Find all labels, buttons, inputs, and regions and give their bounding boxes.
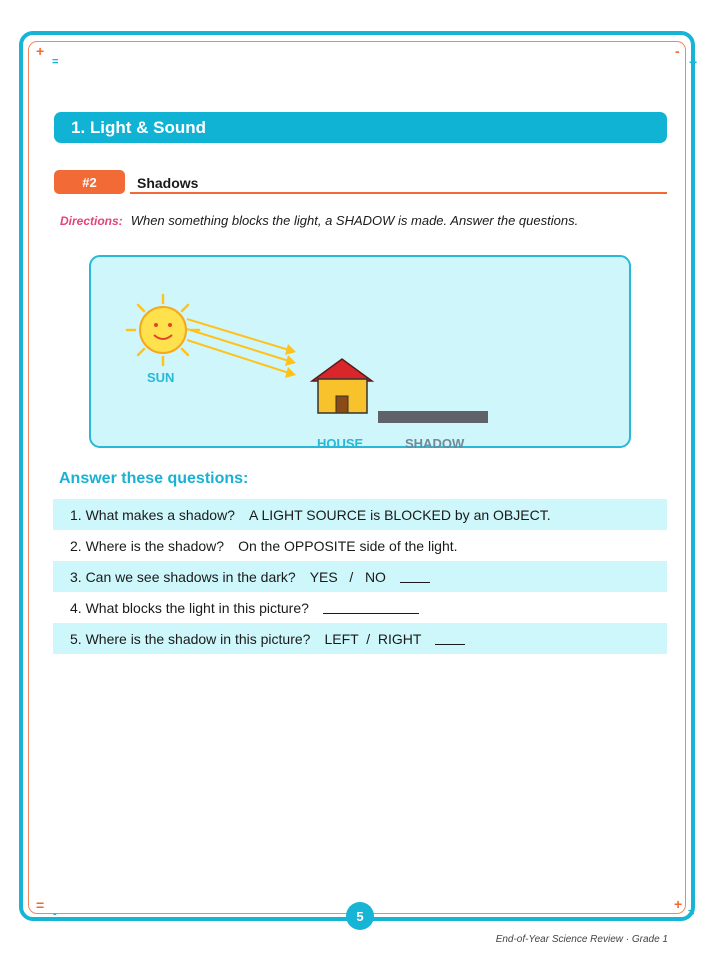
sun-face [140, 307, 186, 353]
house-label: HOUSE [317, 436, 364, 451]
question-2-text: 2. Where is the shadow? [70, 537, 225, 554]
shadow-label: SHADOW [405, 436, 465, 451]
question-5-text: 5. Where is the shadow in this picture? [70, 630, 311, 647]
page-number-badge: 5 [346, 902, 374, 930]
corner-minus-top-right: - [675, 43, 680, 59]
question-row-3 [53, 561, 667, 592]
shadow-shape [378, 411, 488, 423]
question-row-5 [53, 623, 667, 654]
question-2-answer: On the OPPOSITE side of the light. [238, 537, 458, 554]
sun-right-eye [168, 323, 172, 327]
corner-plus-bottom-right: + [674, 896, 683, 912]
topic-title: Shadows [137, 175, 199, 191]
corner-plus-top-left: + [36, 43, 45, 59]
corner-equals-top-left: = [52, 56, 59, 68]
question-1-text: 1. What makes a shadow? [70, 506, 235, 523]
question-3-answer: YES / NO [309, 568, 386, 585]
question-4-answer-blank[interactable] [323, 601, 419, 614]
question-row-4 [53, 592, 667, 623]
sun-label: SUN [147, 370, 175, 385]
topic-number-badge: #2 [54, 170, 125, 194]
directions-text: When something blocks the light, a SHADOW is made. Answer the questions. [130, 213, 579, 228]
section-header-bar [54, 112, 667, 143]
question-5-answer: LEFT / RIGHT [324, 630, 422, 647]
house-icon [312, 359, 372, 413]
question-3-text: 3. Can we see shadows in the dark? [70, 568, 296, 585]
sun-left-eye [154, 323, 158, 327]
question-4-text: 4. What blocks the light in this picture? [70, 599, 309, 616]
question-1-answer: A LIGHT SOURCE is BLOCKED by an OBJECT. [248, 506, 551, 523]
light-rays-arrows [187, 319, 296, 378]
corner-equals-bottom-right: = [688, 907, 695, 919]
scene-illustration [91, 257, 633, 450]
shadow-scene-diagram [89, 255, 631, 451]
corner-minus-bottom-left: - [53, 908, 57, 920]
section-title: 1. Light & Sound [71, 117, 207, 137]
house-door [336, 396, 348, 413]
question-5-answer-blank[interactable] [435, 632, 465, 645]
directions-label: Directions: [60, 214, 123, 228]
question-row-1 [53, 499, 667, 530]
questions-heading: Answer these questions: [59, 470, 249, 487]
topic-underline [130, 192, 667, 194]
question-3-answer-blank[interactable] [400, 570, 430, 583]
corner-plus-top-right: + [689, 54, 698, 70]
corner-equals-bottom-left: = [36, 897, 45, 913]
house-roof [312, 359, 372, 381]
question-row-2 [53, 530, 667, 561]
footer-text: End-of-Year Science Review · Grade 1 [495, 934, 668, 945]
question-list [53, 499, 667, 654]
directions [60, 213, 578, 228]
